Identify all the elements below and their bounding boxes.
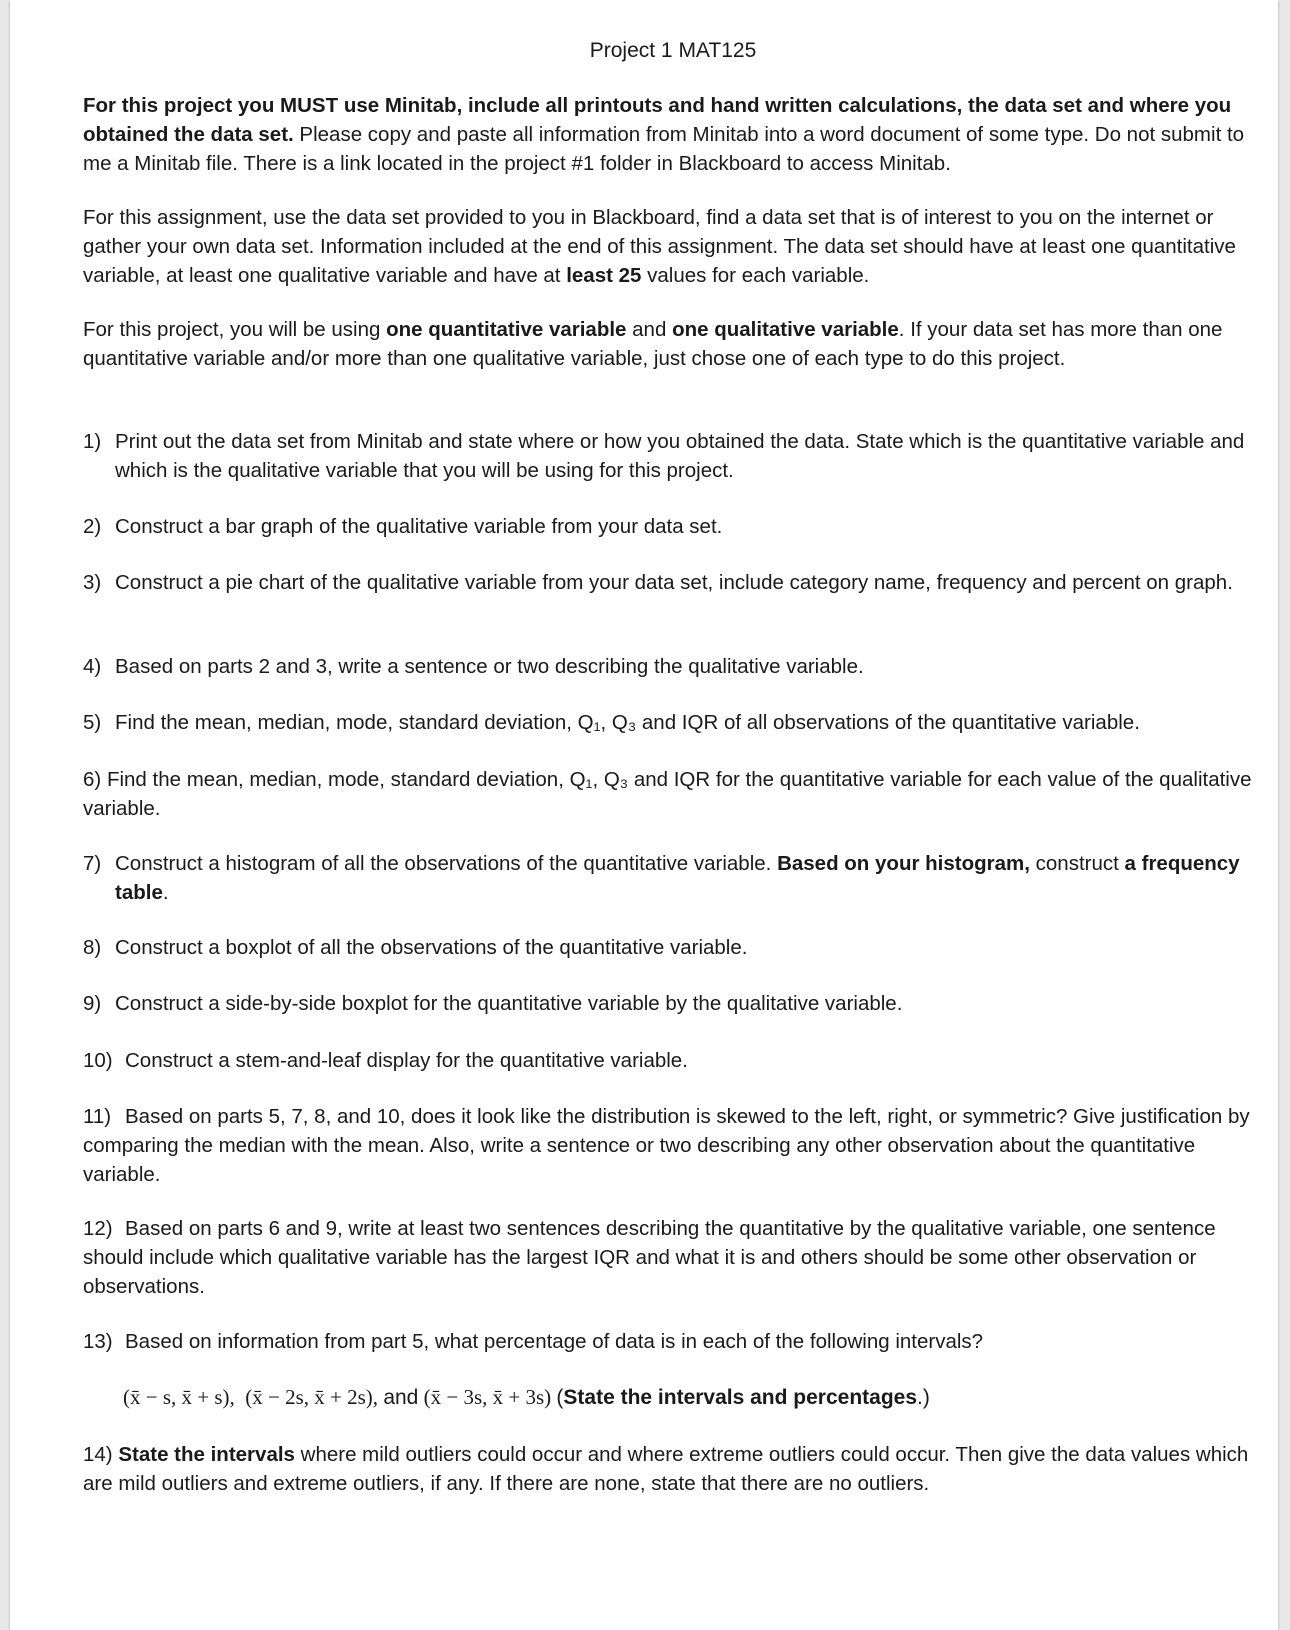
item-number: 3) <box>83 571 102 594</box>
item-text: Find the mean, median, mode, standard deviation, Q₁, Q₃ and IQR of all observations of the quantitative variable. <box>115 711 1140 734</box>
list-item-9 <box>83 989 1290 1018</box>
project-text-1: For this project, you will be using <box>83 318 387 341</box>
list-item-12 <box>83 1214 1263 1301</box>
item-number: 8) <box>83 936 102 959</box>
item-text: Print out the data set from Minitab and state where or how you obtained the data. State which is the quantitative variable and which is the qualitative variable that you will be using for this project. <box>115 430 1245 482</box>
assignment-paragraph <box>83 203 1263 290</box>
item-number: 14) <box>83 1443 113 1466</box>
item-number: 6) <box>83 768 102 791</box>
item-bold-2: a frequency table <box>115 852 1240 904</box>
interval-2s: (x̄ − 2s, x̄ + 2s), <box>245 1385 379 1409</box>
interval-3s: (x̄ − 3s, x̄ + 3s) <box>423 1385 552 1409</box>
list-item-7 <box>83 849 1290 907</box>
item-text: Based on parts 2 and 3, write a sentence or two describing the qualitative variable. <box>115 655 864 678</box>
project-text-2: and <box>626 318 673 341</box>
item-number: 1) <box>83 430 102 453</box>
project-text-3: . If your data set has more than one quantitative variable and/or more than one qualitative variable, just chose one of each type to do this project. <box>83 318 1223 370</box>
item-number: 11) <box>83 1105 112 1128</box>
item-number: 4) <box>83 655 102 678</box>
item-number: 9) <box>83 992 102 1015</box>
item-number: 12) <box>83 1217 113 1240</box>
assignment-bold: least 25 <box>566 264 642 287</box>
item-number: 2) <box>83 515 102 538</box>
project-paragraph <box>83 315 1263 373</box>
list-item-8 <box>83 933 1290 962</box>
item-text: Construct a side-by-side boxplot for the quantitative variable by the qualitative variable. <box>115 992 903 1015</box>
item-text: Construct a pie chart of the qualitative variable from your data set, include category name, frequency and percent on graph. <box>115 571 1233 594</box>
interval-formulas <box>123 1383 1223 1412</box>
list-item-1 <box>83 427 1290 485</box>
intro-paragraph <box>83 91 1263 178</box>
list-item-13 <box>83 1327 1263 1356</box>
list-item-10 <box>83 1046 1263 1075</box>
item-text-3: . <box>162 881 169 904</box>
list-item-4 <box>83 652 1290 681</box>
item-bold-1: Based on your histogram, <box>777 852 1030 875</box>
intro-text: Please copy and paste all information from Minitab into a word document of some type. Do not submit to me a Minitab file. There is a link located in the project #1 folder in Blackboard to access Minitab. <box>83 123 1245 175</box>
item-text: Construct a stem-and-leaf display for the quantitative variable. <box>125 1049 688 1072</box>
item-number: 13) <box>83 1330 113 1353</box>
list-item-11 <box>83 1102 1263 1189</box>
item-text: Based on parts 6 and 9, write at least two sentences describing the quantitative by the qualitative variable, one sentence should include which qualitative variable has the largest IQR and what it is and others should be some other observation or observations. <box>83 1217 1216 1298</box>
formula-instruction: State the intervals and percentages <box>563 1386 918 1409</box>
list-item-6 <box>83 765 1263 823</box>
interval-1s: (x̄ − s, x̄ + s), <box>123 1385 235 1409</box>
item-text: Based on information from part 5, what percentage of data is in each of the following intervals? <box>125 1330 984 1353</box>
assignment-text-1: For this assignment, use the data set provided to you in Blackboard, find a data set that is of interest to you on the internet or gather your own data set. Information included at the end of this assignment. The data set should have at least one quantitative variable, at least one qualitative variable and have at <box>83 206 1236 287</box>
page-title: Project 1 MAT125 <box>589 39 757 62</box>
project-bold-1: one quantitative variable <box>386 318 627 341</box>
intro-bold-text: For this project you MUST use Minitab, include all printouts and hand written calculations, the data set and where you obtained the data set. <box>83 94 1232 146</box>
item-text-1: where mild outliers could occur and where extreme outliers could occur. Then give the data values which are mild outliers and extreme outliers, if any. If there are none, state that there are no outliers. <box>83 1443 1249 1495</box>
list-item-14 <box>83 1440 1263 1498</box>
item-text-2: construct <box>1029 852 1125 875</box>
assignment-text-2: values for each variable. <box>641 264 870 287</box>
item-number: 7) <box>83 852 102 875</box>
formula-and: and <box>383 1386 419 1409</box>
item-text: Based on parts 5, 7, 8, and 10, does it look like the distribution is skewed to the left, right, or symmetric? Give justification by comparing the median with the mean. Also, write a sentence or two describing any other observation about the quantitative variable. <box>83 1105 1250 1186</box>
item-bold-1: State the intervals <box>118 1443 295 1466</box>
item-text: Construct a boxplot of all the observations of the quantitative variable. <box>115 936 748 959</box>
project-bold-2: one qualitative variable <box>672 318 899 341</box>
item-text: Find the mean, median, mode, standard deviation, Q₁, Q₃ and IQR for the quantitative variable for each value of the qualitative variable. <box>83 768 1252 820</box>
formula-close-paren: .) <box>917 1386 930 1409</box>
item-text: Construct a bar graph of the qualitative variable from your data set. <box>115 515 723 538</box>
list-item-5 <box>83 708 1290 737</box>
item-text-1: Construct a histogram of all the observations of the quantitative variable. <box>115 852 778 875</box>
formula-open-paren: ( <box>556 1386 564 1409</box>
document-page <box>10 0 1278 1630</box>
list-item-3 <box>83 568 1290 597</box>
item-number: 5) <box>83 711 102 734</box>
item-number: 10) <box>83 1049 113 1072</box>
list-item-2 <box>83 512 1290 541</box>
